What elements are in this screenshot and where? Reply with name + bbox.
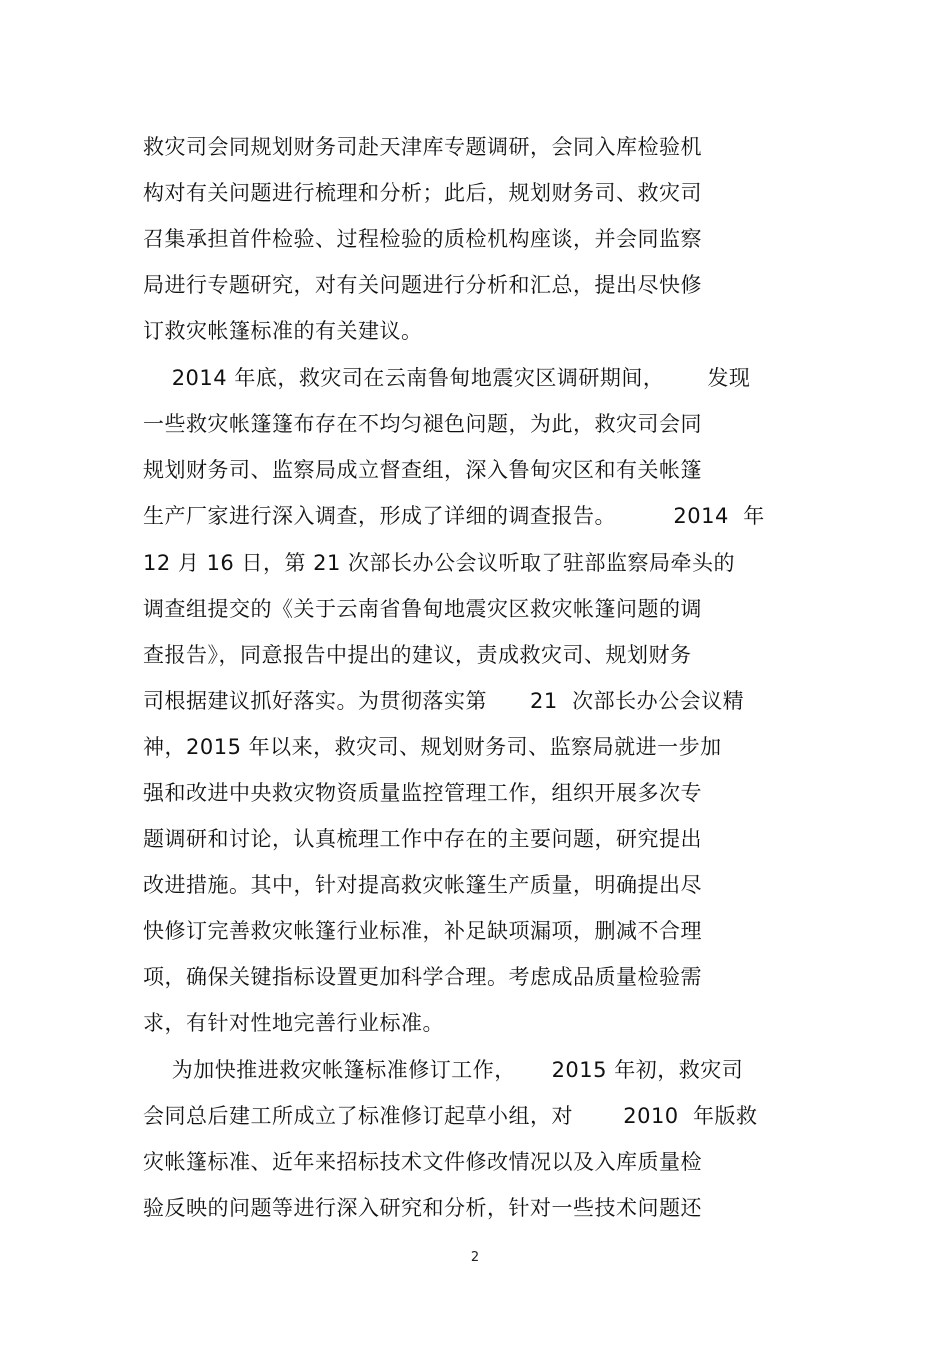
text-line: 召集承担首件检验、过程检验的质检机构座谈，并会同监察 — [143, 227, 702, 251]
text-line: 司根据建议抓好落实。为贯彻落实第 21 次部长办公会议精 — [143, 689, 745, 713]
text-line: 强和改进中央救灾物资质量监控管理工作，组织开展多次专 — [143, 781, 702, 805]
text-line: 快修订完善救灾帐篷行业标准，补足缺项漏项，删减不合理 — [143, 919, 702, 943]
text-line: 救灾司会同规划财务司赴天津库专题调研，会同入库检验机 — [143, 135, 702, 159]
text-line: 订救灾帐篷标准的有关建议。 — [143, 319, 423, 343]
text-line: 规划财务司、监察局成立督查组，深入鲁甸灾区和有关帐篷 — [143, 458, 702, 482]
text-line: 求，有针对性地完善行业标准。 — [143, 1011, 444, 1035]
text-line: 改进措施。其中，针对提高救灾帐篷生产质量，明确提出尽 — [143, 873, 702, 897]
text-line: 为加快推进救灾帐篷标准修订工作， 2015 年初，救灾司 — [143, 1058, 744, 1082]
page-number: 2 — [470, 1250, 480, 1265]
text-line: 题调研和讨论，认真梳理工作中存在的主要问题，研究提出 — [143, 827, 702, 851]
text-line: 项，确保关键指标设置更加科学合理。考虑成品质量检验需 — [143, 965, 702, 989]
text-line: 查报告》，同意报告中提出的建议，责成救灾司、规划财务 — [143, 643, 692, 667]
text-line: 构对有关问题进行梳理和分析；此后，规划财务司、救灾司 — [143, 181, 702, 205]
text-line: 生产厂家进行深入调查，形成了详细的调查报告。 2014 年 — [143, 504, 765, 528]
text-line: 验反映的问题等进行深入研究和分析，针对一些技术问题还 — [143, 1196, 702, 1220]
text-line: 局进行专题研究，对有关问题进行分析和汇总，提出尽快修 — [143, 273, 702, 297]
text-line: 会同总后建工所成立了标准修订起草小组，对 2010 年版救 — [143, 1104, 758, 1128]
text-line: 调查组提交的《关于云南省鲁甸地震灾区救灾帐篷问题的调 — [143, 597, 702, 621]
text-line: 灾帐篷标准、近年来招标技术文件修改情况以及入库质量检 — [143, 1150, 702, 1174]
text-line: 2014 年底，救灾司在云南鲁甸地震灾区调研期间， 发现 — [143, 366, 751, 390]
text-line: 神，2015 年以来，救灾司、规划财务司、监察局就进一步加 — [143, 735, 722, 759]
text-line: 一些救灾帐篷篷布存在不均匀褪色问题，为此，救灾司会同 — [143, 412, 702, 436]
text-line: 12 月 16 日，第 21 次部长办公会议听取了驻部监察局牵头的 — [143, 551, 736, 575]
